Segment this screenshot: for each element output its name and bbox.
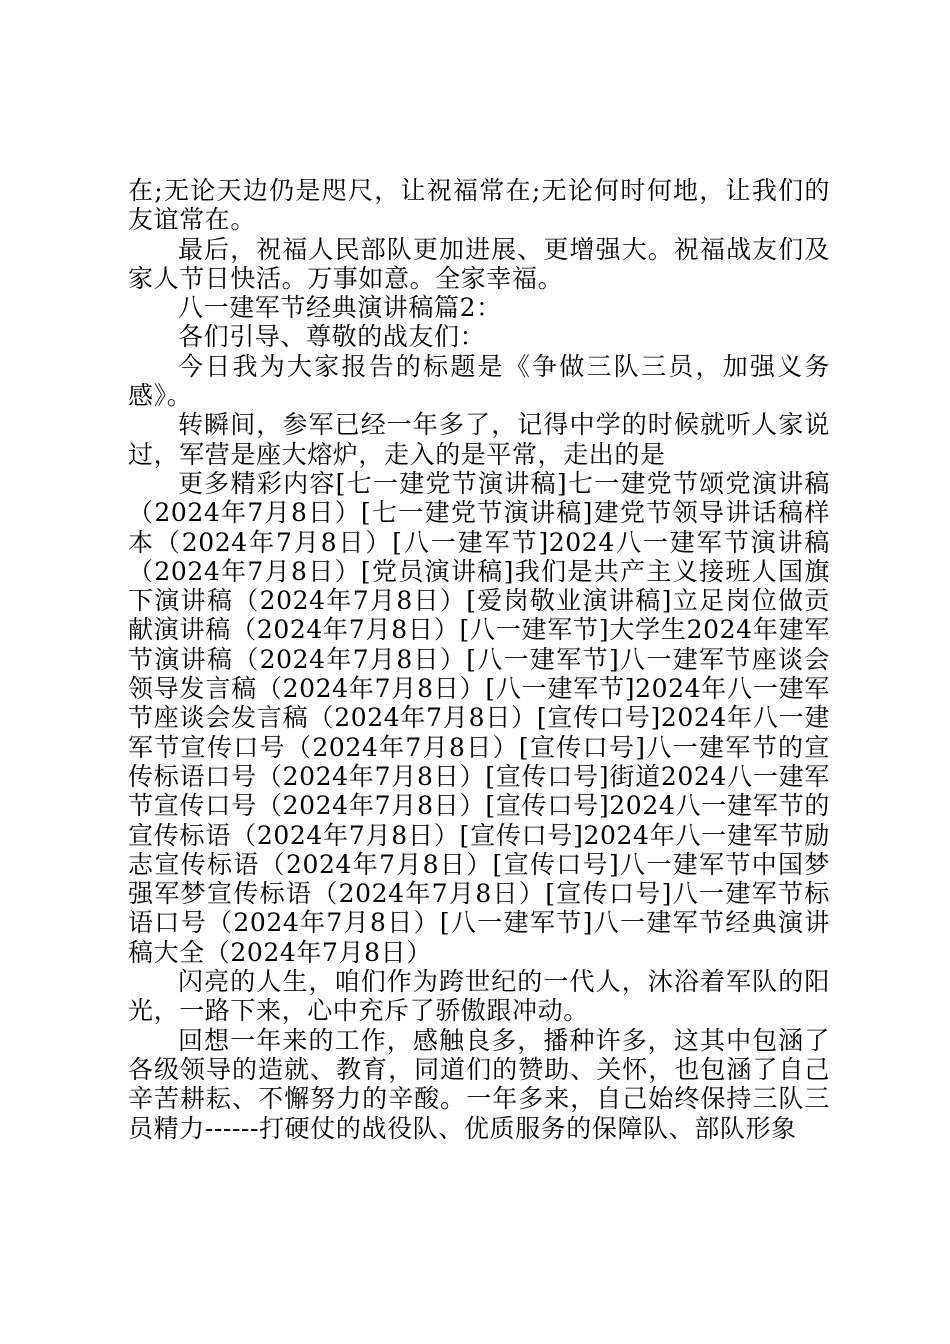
section-heading-speech-2: 八一建军节经典演讲稿篇2： (178, 293, 502, 323)
paragraph-related-links: 更多精彩内容[七一建党节演讲稿]七一建党节颂党演讲稿（2024年7月8日）[七一建党节演讲稿]建党节领导讲话稿样本（2024年7月8日）[八一建军节]2024八一建军节演讲稿（2024年7月8日）[党员演讲稿]我们是共产主义接班人国旗下演讲稿（2024年7月8日）[爱岗敬业演讲稿]立足岗位做贡献演讲稿（2024年7月8日）[八一建军节]大学生2024年建军节演讲稿（2024年7月8日）[八一建军节]八一建军节座谈会领导发言稿（2024年7月8日）[八一建军节]2024年八一建军节座谈会发言稿（2024年7月8日）[宣传口号]2024年八一建军节宣传口号（2024年7月8日）[宣传口号]八一建军节的宣传标语口号（2024年7月8日）[宣传口号]街道2024八一建军节宣传口号（2024年7月8日）[宣传口号]2024八一建军节的宣传标语（2024年7月8日）[宣传口号]2024年八一建军节励志宣传标语（2024年7月8日）[宣传口号]八一建军节中国梦强军梦宣传标语（2024年7月8日）[宣传口号]八一建军节标语口号（2024年7月8日）[八一建军节]八一建军节经典演讲稿大全（2024年7月8日） (128, 468, 830, 967)
paragraph-review: 回想一年来的工作，感触良多，播种许多，这其中包涵了各级领导的造就、教育，同道们的赞助、关怀，也包涵了自己辛苦耕耘、不懈努力的辛酸。一年多来，自己始终保持三队三员精力------打硬仗的战役队、优质服务的保障队、部队形象 (128, 1025, 830, 1143)
paragraph-topic: 今日我为大家报告的标题是《争做三队三员，加强义务感》。 (128, 351, 830, 411)
document-body (128, 176, 830, 1143)
paragraph-closing-wishes: 最后，祝福人民部队更加进展、更增强大。祝福战友们及家人节日快活。万事如意。全家幸福。 (128, 234, 830, 293)
paragraph-continuation: 在;无论天边仍是咫尺，让祝福常在;无论何时何地，让我们的友谊常在。 (128, 176, 830, 235)
paragraph-intro: 转瞬间，参军已经一年多了，记得中学的时候就听人家说过，军营是座大熔炉，走入的是平常，走出的是 (128, 410, 830, 469)
paragraph-salutation: 各们引导、尊敬的战友们： (178, 322, 486, 352)
paragraph-shining-life: 闪亮的人生，咱们作为跨世纪的一代人，沐浴着军队的阳光，一路下来，心中充斥了骄傲跟冲动。 (128, 967, 830, 1026)
